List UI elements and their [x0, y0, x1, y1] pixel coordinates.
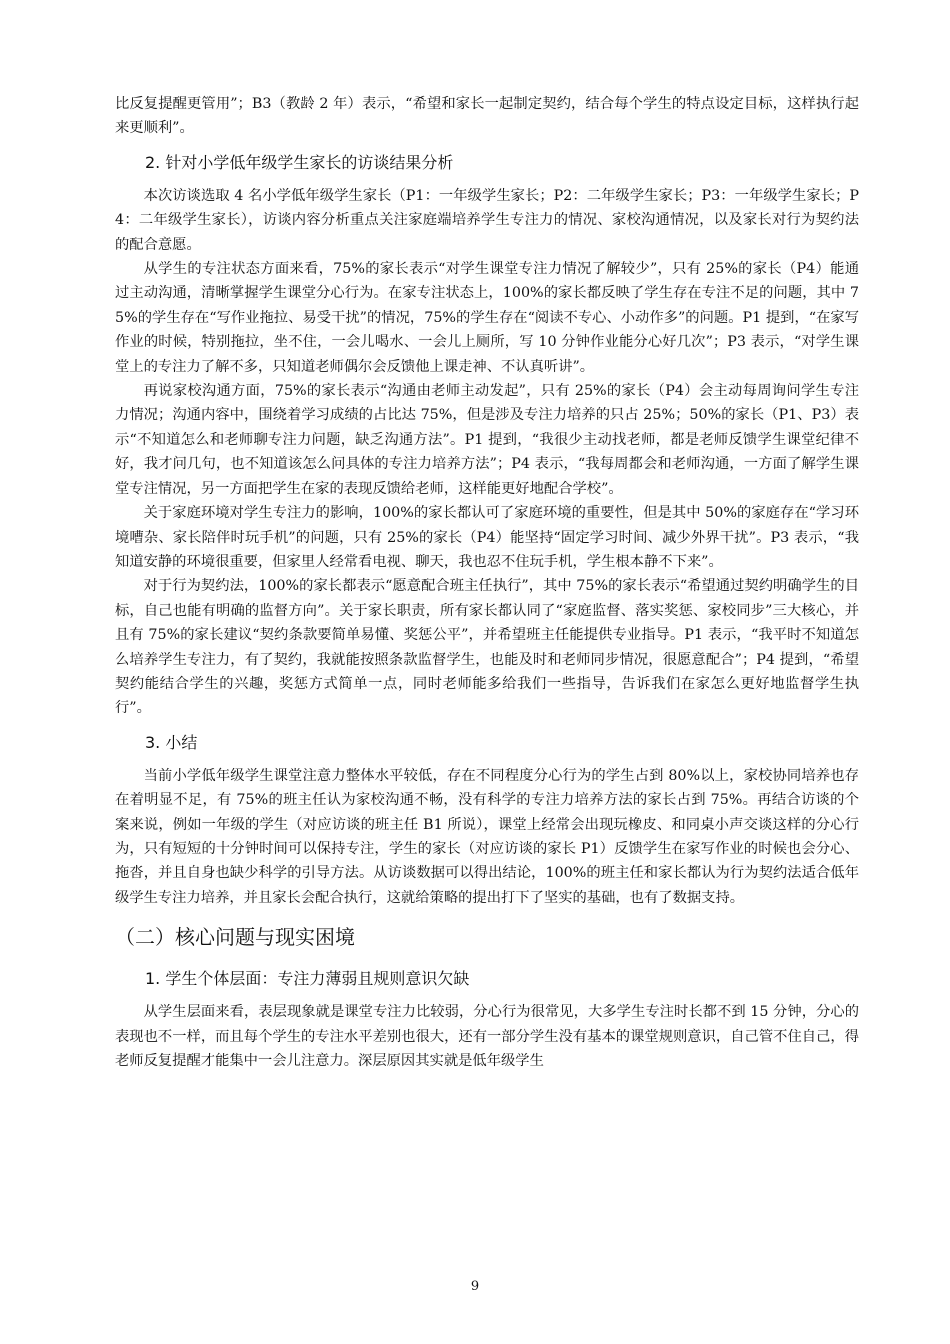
paragraph-student-level: 从学生层面来看，表层现象就是课堂专注力比较弱，分心行为很常见，大多学生专注时长都不到 15 分钟，分心的表现也不一样，而且每个学生的专注水平差别也很大，还有一部分学生没有基本的课堂规则意识，自己管不住自己，得老师反复提醒才能集中一会儿注意力。深层原因其实就是低年级学生 — [115, 1004, 859, 1069]
subheading-parent-interview: 2. 针对小学低年级学生家长的访谈结果分析 — [145, 152, 454, 172]
section-heading-core-problems: （二）核心问题与现实困境 — [115, 925, 355, 950]
document-body — [115, 92, 859, 1073]
paragraph-interview-intro: 本次访谈选取 4 名小学低年级学生家长（P1：一年级学生家长；P2：二年级学生家长；P3：一年级学生家长；P4：二年级学生家长），访谈内容分析重点关注家庭端培养学生专注力的情况、家校沟通情况，以及家长对行为契约法的配合意愿。 — [115, 187, 859, 253]
paragraph-home-school-communication: 再说家校沟通方面，75%的家长表示“沟通由老师主动发起”，只有 25%的家长（P4）会主动每周询问学生专注力情况；沟通内容中，围绕着学习成绩的占比达 75%，但是涉及专注力培养的只占 25%；50%的家长（P1、P3）表示“不知道怎么和老师聊专注力问题，缺乏沟通方法”。P1 提到，“我很少主动找老师，都是老师反馈学生课堂纪律不好，我才问几句，也不知道该怎么问具体的专注力培养方法”；P4 表示，“我每周都会和老师沟通，一方面了解学生课堂专注情况，另一方面把学生在家的表现反馈给老师，这样能更好地配合学校”。 — [115, 383, 859, 497]
paragraph-behavior-contract: 对于行为契约法，100%的家长都表示“愿意配合班主任执行”，其中 75%的家长表示“希望通过契约明确学生的目标，自己也能有明确的监督方向”。关于家长职责，所有家长都认同了“家庭监督、落实奖惩、家校同步”三大核心，并且有 75%的家长建议“契约条款要简单易懂、奖惩公平”，并希望班主任能提供专业指导。P1 表示，“我平时不知道怎么培养学生专注力，有了契约，我就能按照条款监督学生，也能及时和老师同步情况，很愿意配合”；P4 提到，“希望契约能结合学生的兴趣，奖惩方式简单一点，同时老师能多给我们一些指导，告诉我们在家怎么更好地监督学生执行”。 — [115, 578, 859, 717]
page-number: 9 — [470, 1279, 480, 1294]
paragraph-home-environment: 关于家庭环境对学生专注力的影响，100%的家长都认可了家庭环境的重要性，但是其中 50%的家庭存在“学习环境嘈杂、家长陪伴时玩手机”的问题，只有 25%的家长（P4）能坚持“固定学习时间、减少外界干扰”。P3 表示，“我知道安静的环境很重要，但家里人经常看电视、聊天，我也忍不住玩手机，学生根本静不下来”。 — [115, 505, 859, 570]
paragraph-focus-state: 从学生的专注状态方面来看，75%的家长表示“对学生课堂专注力情况了解较少”，只有 25%的家长（P4）能通过主动沟通，清晰掌握学生课堂分心行为。在家专注状态上，100%的家长都反映了学生存在专注不足的问题，其中 75%的学生存在“写作业拖拉、易受干扰”的情况，75%的学生存在“阅读不专心、小动作多”的问题。P1 提到，“在家写作业的时候，特别拖拉，坐不住，一会儿喝水、一会儿上厕所，写 10 分钟作业能分心好几次”；P3 表示，“对学生课堂上的专注力了解不多，只知道老师偶尔会反馈他上课走神、不认真听讲”。 — [115, 261, 859, 375]
subheading-student-level: 1. 学生个体层面：专注力薄弱且规则意识欠缺 — [145, 969, 470, 989]
paragraph-continued: 比反复提醒更管用”；B3（教龄 2 年）表示，“希望和家长一起制定契约，结合每个学生的特点设定目标，这样执行起来更顺利”。 — [115, 96, 859, 137]
paragraph-summary: 当前小学低年级学生课堂注意力整体水平较低，存在不同程度分心行为的学生占到 80%以上，家校协同培养也存在着明显不足，有 75%的班主任认为家校沟通不畅，没有科学的专注力培养方法的家长占到 75%。再结合访谈的个案来说，例如一年级的学生（对应访谈的班主任 B1 所说），课堂上经常会出现玩橡皮、和同桌小声交谈这样的分心行为，只有短短的十分钟时间可以保持专注，学生的家长（对应访谈的家长 P1）反馈学生在家写作业的时候也会分心、拖沓，并且自身也缺少科学的引导方法。从访谈数据可以得出结论，100%的班主任和家长都认为行为契约法适合低年级学生专注力培养，并且家长会配合执行，这就给策略的提出打下了坚实的基础，也有了数据支持。 — [115, 767, 859, 906]
subheading-summary: 3. 小结 — [145, 732, 198, 752]
